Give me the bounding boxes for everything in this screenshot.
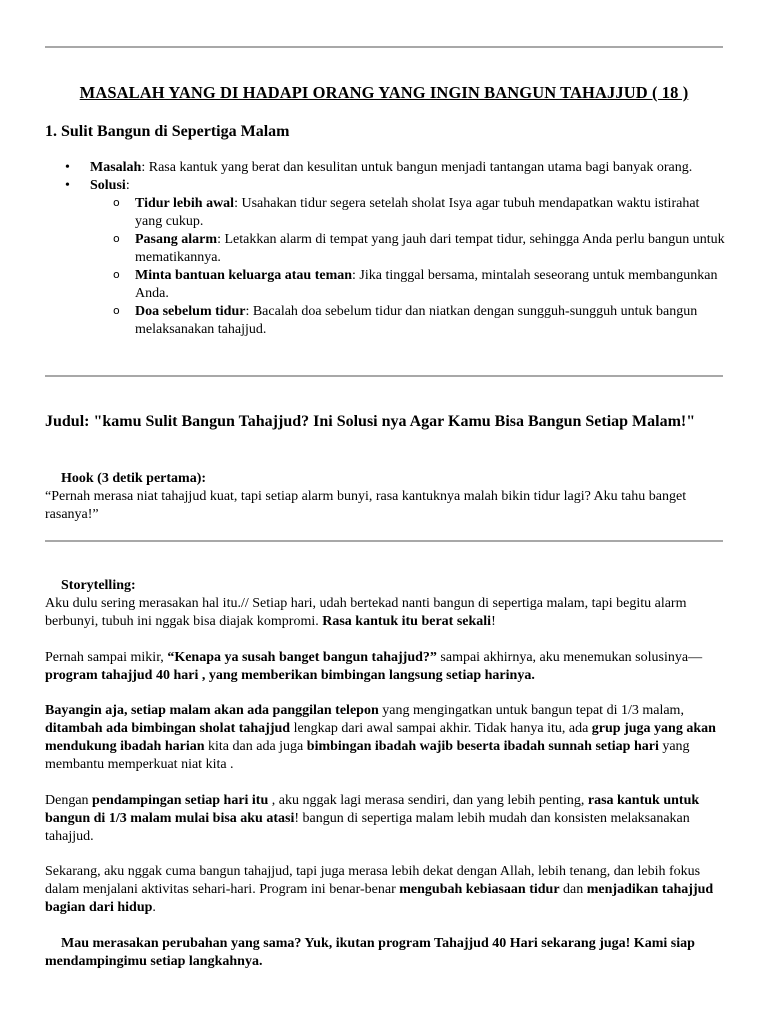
storytelling-label: Storytelling: bbox=[61, 578, 136, 593]
horizontal-rule bbox=[45, 46, 723, 48]
list-item-masalah bbox=[45, 159, 725, 177]
circle-bullet-icon: o bbox=[113, 304, 120, 317]
bullet-icon: • bbox=[65, 178, 70, 193]
horizontal-rule bbox=[45, 375, 723, 377]
call-to-action: Mau merasakan perubahan yang sama? Yuk, ikutan program Tahajjud 40 Hari sekarang juga! Kami siap mendampingimu setiap langkahnya. bbox=[45, 936, 695, 969]
section-heading: 1. Sulit Bangun di Sepertiga Malam bbox=[45, 123, 290, 140]
sublist-item: o Minta bantuan keluarga atau teman: Jika tinggal bersama, mintalah seseorang untuk membangunkan Anda. bbox=[113, 268, 718, 301]
sublist-item: o Doa sebelum tidur: Bacalah doa sebelum tidur dan niatkan dengan sungguh-sungguh untuk bangun melaksanakan tahajjud. bbox=[113, 304, 698, 337]
story-paragraph-5: Sekarang, aku nggak cuma bangun tahajjud, tapi juga merasa lebih dekat dengan Allah, lebih tenang, dan lebih fokus dalam menjalani aktivitas sehari-hari. Program ini benar-benar mengubah kebiasaan tidur dan menjadikan tahajjud bagian dari hidup. bbox=[45, 864, 714, 915]
story-paragraph-1: Aku dulu sering merasakan hal itu.// Setiap hari, udah bertekad nanti bangun di sepertiga malam, tapi begitu alarm berbunyi, tubuh ini nggak bisa diajak kompromi. Rasa kantuk itu berat sekali! bbox=[45, 596, 687, 629]
solusi-label: Solusi bbox=[90, 178, 126, 193]
hook-label: Hook (3 detik pertama): bbox=[61, 471, 207, 486]
masalah-text: : Rasa kantuk yang berat dan kesulitan untuk bangun menjadi tantangan utama bagi banyak orang. bbox=[141, 160, 693, 175]
masalah-label: Masalah bbox=[90, 160, 142, 175]
sublist-item: o Tidur lebih awal: Usahakan tidur segera setelah sholat Isya agar tubuh mendapatkan waktu istirahat yang cukup. bbox=[113, 196, 700, 229]
horizontal-rule bbox=[45, 540, 723, 542]
document-title: MASALAH YANG DI HADAPI ORANG YANG INGIN BANGUN TAHAJJUD ( 18 ) bbox=[79, 83, 689, 102]
solution-sublist bbox=[90, 195, 725, 339]
problem-list bbox=[45, 159, 725, 339]
circle-bullet-icon: o bbox=[113, 268, 120, 281]
video-title: Judul: "kamu Sulit Bangun Tahajjud? Ini Solusi nya Agar Kamu Bisa Bangun Setiap Malam!" bbox=[45, 413, 696, 430]
sublist-item: o Pasang alarm: Letakkan alarm di tempat yang jauh dari tempat tidur, sehingga Anda perlu bangun untuk mematikannya. bbox=[113, 232, 725, 265]
hook-text: “Pernah merasa niat tahajjud kuat, tapi setiap alarm bunyi, rasa kantuknya malah bikin tidur lagi? Aku tahu banget rasanya!” bbox=[45, 489, 687, 522]
story-paragraph-2: Pernah sampai mikir, “Kenapa ya susah banget bangun tahajjud?” sampai akhirnya, aku menemukan solusinya—program tahajjud 40 hari , yang memberikan bimbingan langsung setiap harinya. bbox=[45, 650, 703, 683]
story-paragraph-4: Dengan pendampingan setiap hari itu , aku nggak lagi merasa sendiri, dan yang lebih penting, rasa kantuk untuk bangun di 1/3 malam mulai bisa aku atasi! bangun di sepertiga malam lebih mudah dan konsisten melaksanakan tahajjud. bbox=[45, 793, 700, 844]
bullet-icon: • bbox=[65, 160, 70, 175]
circle-bullet-icon: o bbox=[113, 196, 120, 209]
list-item-solusi: • Solusi: o Tidur lebih awal: Usahakan tidur segera setelah sholat Isya agar tubuh mendapatkan waktu istirahat yang cukup. o Pasang alarm: Letakkan alarm di tempat yang jauh dari tempat tidur, sehingga Anda perlu bangun untuk mematikannya. o Minta bantuan keluarga atau teman: Jika tinggal bersama, mintalah seseorang untuk membangunkan Anda. o Doa sebelum tidur: Bacalah doa sebelum tidur dan niatkan dengan sungguh-sungguh untuk bangun melaksanakan tahajjud. bbox=[65, 178, 725, 337]
story-paragraph-3: Bayangin aja, setiap malam akan ada panggilan telepon yang mengingatkan untuk bangun tepat di 1/3 malam, ditambah ada bimbingan sholat tahajjud lengkap dari awal sampai akhir. Tidak hanya itu, ada grup juga yang akan mendukung ibadah harian kita dan ada juga bimbingan ibadah wajib beserta ibadah sunnah setiap hari yang membantu memperkuat niat kita . bbox=[45, 703, 716, 772]
circle-bullet-icon: o bbox=[113, 232, 120, 245]
